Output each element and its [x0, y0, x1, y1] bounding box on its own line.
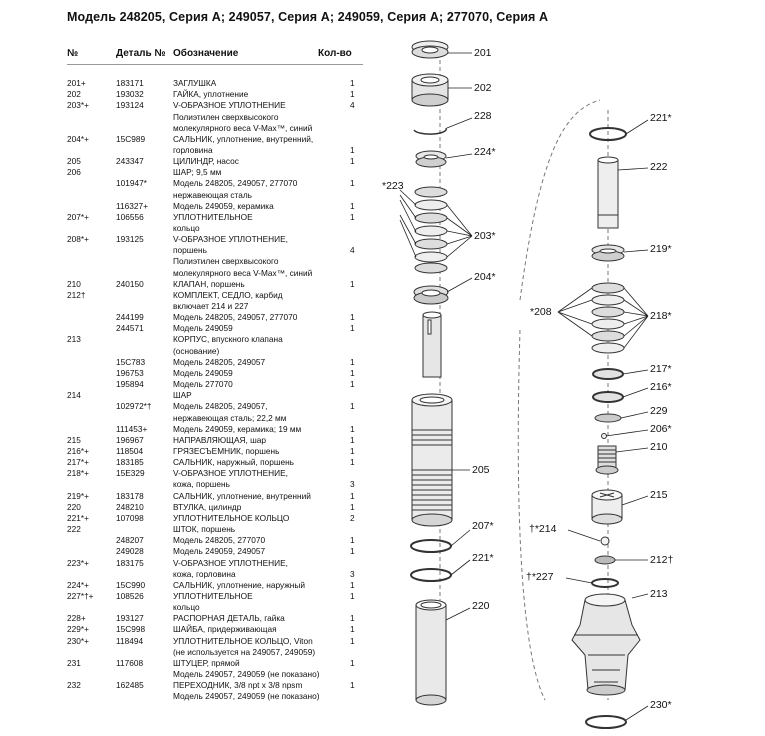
callout-218: 218*	[650, 310, 672, 322]
cell-desc: ГРЯЗЕСЪЕМНИК, поршень	[173, 445, 280, 456]
cell-desc: РАСПОРНАЯ ДЕТАЛЬ, гайка	[173, 613, 285, 624]
cell-desc: Модель 248205, 249057	[173, 356, 266, 367]
cell-qty: 1	[350, 356, 355, 367]
cell-ref: 230*+	[67, 635, 89, 646]
part-213-housing	[572, 594, 640, 695]
part-222-rod	[598, 157, 618, 228]
callout-202: 202	[474, 82, 492, 94]
cell-part: 183178	[116, 490, 144, 501]
cell-desc: УПЛОТНИТЕЛЬНОЕ	[173, 211, 253, 222]
cell-qty: 1	[350, 613, 355, 624]
cell-part: 249028	[116, 546, 144, 557]
callout-230: 230*	[650, 699, 672, 711]
cell-ref: 232	[67, 680, 81, 691]
cell-ref: 202	[67, 89, 81, 100]
callout-224: 224*	[474, 146, 496, 158]
cell-desc: ГАЙКА, уплотнение	[173, 89, 249, 100]
cell-qty: 1	[350, 535, 355, 546]
cell-desc: САЛЬНИК, наружный, поршень	[173, 457, 295, 468]
cell-ref: 217*+	[67, 457, 89, 468]
cell-ref: 218*+	[67, 468, 89, 479]
callout-204: 204*	[474, 271, 496, 283]
cell-part: 193127	[116, 613, 144, 624]
cell-part: 193032	[116, 89, 144, 100]
callout-216: 216*	[650, 381, 672, 393]
callout-223: *223	[382, 180, 404, 192]
cell-part: 244199	[116, 312, 144, 323]
page-title: Модель 248205, Серия А; 249057, Серия А; 249059, Серия А; 277070, Серия А	[67, 10, 549, 24]
callout-201: 201	[474, 47, 492, 59]
callout-221-right: 221*	[650, 112, 672, 124]
cell-part: 111453+	[116, 423, 148, 434]
cell-part: 15C989	[116, 133, 146, 144]
callout-212: 212†	[650, 554, 674, 566]
cell-qty: 1	[350, 457, 355, 468]
cell-qty: 1	[350, 680, 355, 691]
col-header-part: Деталь №	[116, 48, 166, 59]
cell-part: 118494	[116, 635, 144, 646]
cell-desc: ШАЙБА, придерживающая	[173, 624, 277, 635]
cell-part: 193124	[116, 100, 144, 111]
cell-ref: 216*+	[67, 445, 89, 456]
cell-ref: 228+	[67, 613, 86, 624]
part-slotted-tube	[423, 312, 441, 377]
cell-qty: 4	[350, 245, 355, 256]
cell-part: 195894	[116, 379, 144, 390]
cell-ref: 204*+	[67, 133, 89, 144]
cell-desc: Модель 248205, 249057,	[173, 401, 268, 412]
part-216-wiper	[593, 392, 623, 402]
cell-desc: V-ОБРАЗНОЕ УПЛОТНЕНИЕ,	[173, 234, 288, 245]
cell-part: 15C998	[116, 624, 146, 635]
cell-desc: V-ОБРАЗНОЕ УПЛОТНЕНИЕ,	[173, 468, 288, 479]
cell-desc: Модель 249059	[173, 323, 233, 334]
cell-desc: Полиэтилен сверхвысокого	[173, 256, 279, 267]
cell-ref: 205	[67, 156, 81, 167]
callout-208: *208	[530, 306, 552, 318]
part-215-guide	[592, 490, 622, 524]
part-207-oring	[411, 540, 451, 552]
part-214-ball	[601, 537, 609, 545]
cell-qty: 1	[350, 501, 355, 512]
cell-qty: 1	[350, 490, 355, 501]
cell-part: 116327+	[116, 200, 148, 211]
cell-ref: 229*+	[67, 624, 89, 635]
cell-ref: 223*+	[67, 557, 89, 568]
cell-desc: Модель 277070	[173, 379, 233, 390]
cell-qty: 1	[350, 323, 355, 334]
cell-qty: 1	[350, 434, 355, 445]
cell-qty: 1	[350, 89, 355, 100]
cell-desc: ШАР; 9,5 мм	[173, 167, 222, 178]
cell-desc: (не используется на 249057, 249059)	[173, 646, 316, 657]
part-205-cylinder	[412, 394, 452, 526]
cell-qty: 1	[350, 546, 355, 557]
cell-desc: ЗАГЛУШКА	[173, 78, 217, 88]
cell-ref: 203*+	[67, 100, 89, 111]
callout-228: 228	[474, 110, 492, 122]
cell-qty: 1	[350, 635, 355, 646]
cell-desc: горловина	[173, 144, 213, 155]
cell-qty: 1	[350, 312, 355, 323]
part-206-ball	[602, 434, 607, 439]
cell-ref: 219*+	[67, 490, 89, 501]
cell-part: 183175	[116, 557, 144, 568]
cell-desc: включает 214 и 227	[173, 301, 249, 311]
cell-qty: 1	[350, 367, 355, 378]
cell-qty: 1	[350, 379, 355, 390]
cell-desc: поршень	[173, 245, 207, 256]
cell-ref: 221*+	[67, 512, 89, 523]
cell-ref: 231	[67, 657, 81, 668]
part-229-washer	[595, 414, 621, 422]
cell-qty: 1	[350, 278, 355, 289]
cell-desc: кольцо	[173, 223, 200, 233]
callout-210: 210	[650, 441, 668, 453]
cell-part: 15C990	[116, 579, 146, 590]
callout-207: 207*	[472, 520, 494, 532]
col-header-qty: Кол-во	[318, 48, 352, 59]
cell-desc: V-ОБРАЗНОЕ УПЛОТНЕНИЕ,	[173, 557, 288, 568]
cell-desc: УПЛОТНИТЕЛЬНОЕ	[173, 590, 253, 601]
cell-part: 196967	[116, 434, 144, 445]
cell-part: 107098	[116, 512, 144, 523]
part-223-203-packings	[415, 187, 447, 273]
part-201-plug	[412, 41, 448, 58]
part-202-nut	[412, 74, 448, 106]
cell-ref: 214	[67, 390, 81, 401]
cell-desc: ВТУЛКА, цилиндр	[173, 501, 242, 512]
cell-part: 101947*	[116, 178, 147, 189]
cell-qty: 1	[350, 401, 355, 412]
cell-qty: 1	[350, 657, 355, 668]
cell-part: 248207	[116, 535, 144, 546]
part-224-seal	[416, 151, 446, 167]
cell-ref: 208*+	[67, 234, 89, 245]
cell-desc: Модель 249059, 249057	[173, 546, 266, 557]
cell-qty: 1	[350, 156, 355, 167]
cell-desc: Модель 249059	[173, 367, 233, 378]
cell-desc: САЛЬНИК, уплотнение, наружный	[173, 579, 305, 590]
cell-ref: 227*†+	[67, 590, 94, 601]
cell-part: 183171	[116, 78, 144, 88]
cell-qty: 1	[350, 144, 355, 155]
cell-desc: ШТУЦЕР, прямой	[173, 657, 240, 668]
cell-part: 196753	[116, 367, 144, 378]
cell-desc: Модель 248205, 277070	[173, 535, 266, 546]
callout-229: 229	[650, 405, 668, 417]
cell-desc: V-ОБРАЗНОЕ УПЛОТНЕНИЕ	[173, 100, 286, 111]
cell-qty: 1	[350, 590, 355, 601]
cell-ref: 215	[67, 434, 81, 445]
cell-part: 243347	[116, 156, 144, 167]
callout-214: †*214	[529, 523, 557, 535]
cell-desc: УПЛОТНИТЕЛЬНОЕ КОЛЬЦО	[173, 512, 290, 523]
part-212-seat	[595, 556, 615, 564]
callout-213: 213	[650, 588, 668, 600]
cell-part: 240150	[116, 278, 144, 289]
cell-desc: КЛАПАН, поршень	[173, 278, 245, 289]
cell-desc: молекулярного веса V-Max™, синий	[173, 122, 313, 133]
cell-desc: НАПРАВЛЯЮЩАЯ, шар	[173, 434, 266, 445]
callout-215: 215	[650, 489, 668, 501]
cell-desc: кожа, горловина	[173, 568, 236, 579]
cell-part: 118504	[116, 445, 144, 456]
callout-219: 219*	[650, 243, 672, 255]
cell-desc: кожа, поршень	[173, 479, 230, 490]
callout-222: 222	[650, 161, 668, 173]
cell-ref: 212†	[67, 289, 86, 300]
part-227-oring	[592, 579, 618, 587]
cell-ref: 220	[67, 501, 81, 512]
cell-qty: 3	[350, 479, 355, 490]
cell-part: 162485	[116, 680, 144, 691]
part-204-seal	[414, 286, 448, 304]
cell-desc: кольцо	[173, 602, 200, 613]
cell-part: 248210	[116, 501, 144, 512]
col-header-ref: №	[67, 48, 79, 59]
callout-205: 205	[472, 464, 490, 476]
cell-qty: 3	[350, 568, 355, 579]
cell-qty: 1	[350, 445, 355, 456]
cell-ref: 210	[67, 278, 81, 289]
callout-206: 206*	[650, 423, 672, 435]
cell-ref: 206	[67, 167, 81, 178]
cell-qty: 1	[350, 78, 355, 88]
part-228-spacer	[414, 128, 446, 134]
cell-desc: Модель 249059, керамика; 19 мм	[173, 423, 302, 434]
cell-part: 15E329	[116, 468, 145, 479]
cell-qty: 1	[350, 200, 355, 211]
cell-qty: 1	[350, 211, 355, 222]
cell-desc: Модель 248205, 249057, 277070	[173, 312, 298, 323]
callout-203: 203*	[474, 230, 496, 242]
part-210-valve	[596, 446, 618, 474]
cell-ref: 222	[67, 524, 81, 534]
part-218-packings	[592, 283, 624, 353]
cell-desc: ШАР	[173, 390, 192, 401]
part-219-seal	[592, 245, 624, 261]
cell-desc: КОРПУС, впускного клапана	[173, 334, 283, 345]
part-217-seal	[593, 369, 623, 379]
col-header-desc: Обозначение	[173, 48, 239, 59]
part-220-sleeve	[416, 600, 446, 705]
part-230-oring	[586, 716, 626, 728]
cell-desc: ШТОК, поршень	[173, 524, 236, 534]
cell-desc: нержавеющая сталь; 22,2 мм	[173, 412, 287, 423]
cell-qty: 1	[350, 624, 355, 635]
cell-desc: САЛЬНИК, уплотнение, внутренний	[173, 490, 311, 501]
cell-desc: УПЛОТНИТЕЛЬНОЕ КОЛЬЦО, Viton	[173, 635, 313, 646]
cell-ref: 213	[67, 334, 81, 345]
cell-part: 244571	[116, 323, 144, 334]
callout-217: 217*	[650, 363, 672, 375]
cell-desc: Модель 248205, 249057, 277070	[173, 178, 298, 189]
cell-qty: 1	[350, 423, 355, 434]
cell-qty: 2	[350, 512, 355, 523]
cell-part: 108526	[116, 590, 144, 601]
cell-qty: 1	[350, 579, 355, 590]
cell-part: 183185	[116, 457, 144, 468]
callout-221-left: 221*	[472, 552, 494, 564]
cell-desc: Модель 249057, 249059 (не показано)	[173, 669, 320, 679]
cell-part: 117608	[116, 657, 144, 668]
cell-desc: КОМПЛЕКТ, СЕДЛО, карбид	[173, 289, 283, 300]
cell-ref: 224*+	[67, 579, 89, 590]
cell-qty: 1	[350, 178, 355, 189]
cell-desc: Модель 249057, 249059 (не показано)	[173, 691, 320, 702]
callout-220: 220	[472, 600, 490, 612]
cell-desc: нержавеющая сталь	[173, 189, 252, 200]
cell-part: 15C783	[116, 356, 146, 367]
part-221-oring	[411, 569, 451, 581]
cell-desc: (основание)	[173, 345, 220, 356]
callout-227: †*227	[526, 571, 554, 583]
cell-part: 193125	[116, 234, 144, 245]
cell-part: 102972*†	[116, 401, 152, 412]
cell-desc: САЛЬНИК, уплотнение, внутренний,	[173, 133, 314, 144]
cell-ref: 201+	[67, 78, 86, 88]
cell-desc: ПЕРЕХОДНИК, 3/8 npt x 3/8 npsm	[173, 680, 303, 691]
cell-part: 106556	[116, 211, 144, 222]
cell-qty: 4	[350, 100, 355, 111]
cell-desc: ЦИЛИНДР, насос	[173, 156, 239, 167]
cell-ref: 207*+	[67, 211, 89, 222]
cell-desc: Полиэтилен сверхвысокого	[173, 111, 279, 122]
cell-desc: молекулярного веса V-Max™, синий	[173, 267, 313, 278]
cell-desc: Модель 249059, керамика	[173, 200, 274, 211]
